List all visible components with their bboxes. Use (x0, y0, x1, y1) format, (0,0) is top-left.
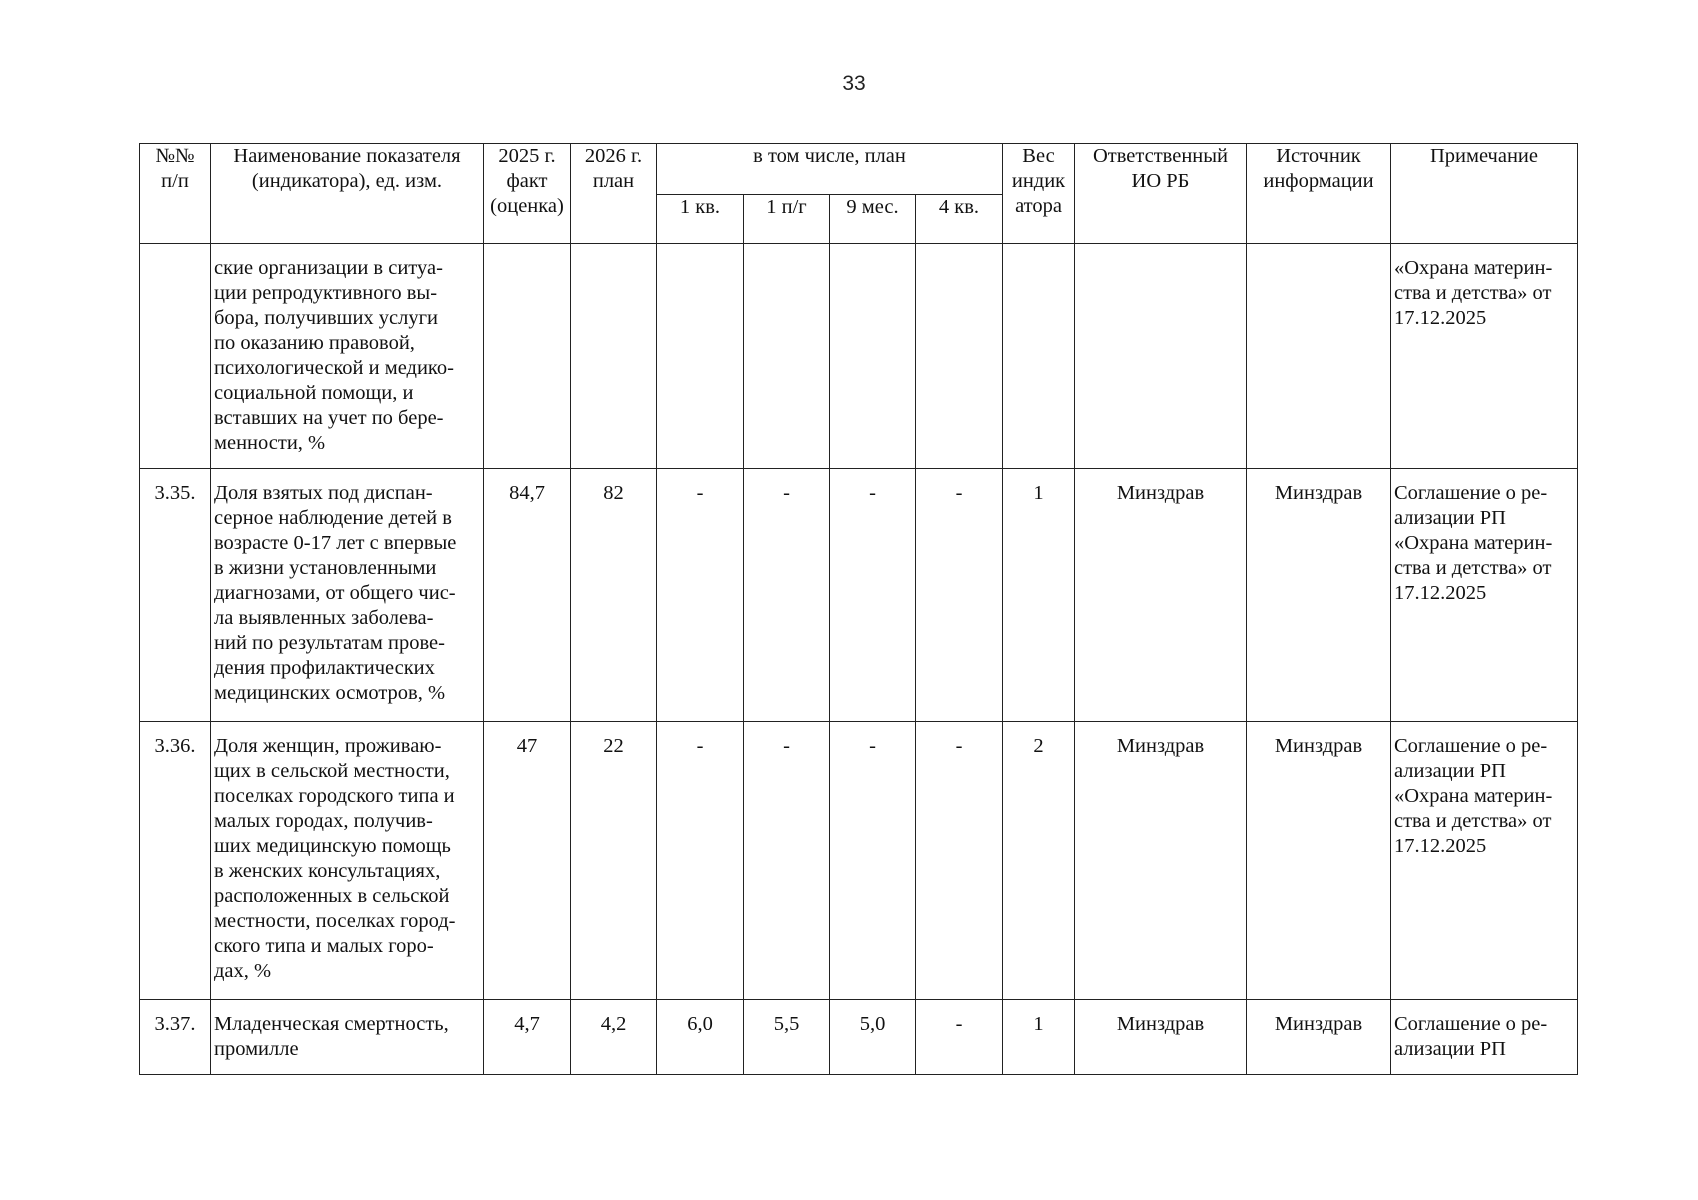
weight-value: 1 (1003, 1000, 1075, 1075)
note-value: Соглашение о ре- ализации РП «Охрана материн- ства и детства» от 17.12.2025 (1391, 469, 1578, 722)
row-num: 3.35. (140, 469, 211, 722)
weight-value (1003, 244, 1075, 469)
row-num: 3.36. (140, 722, 211, 1000)
header-incl-plan: в том числе, план (657, 144, 1003, 195)
table-row (140, 469, 1578, 722)
row-num: 3.37. (140, 1000, 211, 1075)
weight-value: 2 (1003, 722, 1075, 1000)
indicator-name: Доля взятых под диспан- серное наблюдение детей в возрасте 0-17 лет с впервые в жизни установленными диагнозами, от общего чис- ла выявленных заболева- ний по результатам прове- дения профилактических медицинских осмотров, % (211, 469, 484, 722)
h1-value: 5,5 (744, 1000, 830, 1075)
responsible-value: Минздрав (1075, 1000, 1247, 1075)
q1-value (657, 244, 744, 469)
note-value: Соглашение о ре- ализации РП «Охрана материн- ства и детства» от 17.12.2025 (1391, 722, 1578, 1000)
source-value: Минздрав (1247, 469, 1391, 722)
q4-value: - (916, 1000, 1003, 1075)
header-9m: 9 мес. (830, 195, 916, 244)
header-fact-2025: 2025 г. факт (оценка) (484, 144, 571, 244)
9m-value: - (830, 722, 916, 1000)
note-value: «Охрана материн- ства и детства» от 17.12.2025 (1391, 244, 1578, 469)
h1-value (744, 244, 830, 469)
header-plan-2026: 2026 г. план (571, 144, 657, 244)
source-value: Минздрав (1247, 1000, 1391, 1075)
q4-value: - (916, 722, 1003, 1000)
page-number: 33 (842, 72, 866, 95)
header-weight: Вес индик атора (1003, 144, 1075, 244)
header-q4: 4 кв. (916, 195, 1003, 244)
q1-value: - (657, 722, 744, 1000)
responsible-value: Минздрав (1075, 722, 1247, 1000)
header-name: Наименование показателя (индикатора), ед. изм. (211, 144, 484, 244)
9m-value: - (830, 469, 916, 722)
responsible-value (1075, 244, 1247, 469)
fact-2025-value: 4,7 (484, 1000, 571, 1075)
header-num: №№ п/п (140, 144, 211, 244)
row-num (140, 244, 211, 469)
table-row (140, 722, 1578, 1000)
plan-2026-value: 82 (571, 469, 657, 722)
header-source: Источник информации (1247, 144, 1391, 244)
indicators-table (139, 143, 1578, 1075)
q1-value: 6,0 (657, 1000, 744, 1075)
q4-value (916, 244, 1003, 469)
responsible-value: Минздрав (1075, 469, 1247, 722)
indicator-name: Младенческая смертность, промилле (211, 1000, 484, 1075)
plan-2026-value: 22 (571, 722, 657, 1000)
h1-value: - (744, 469, 830, 722)
weight-value: 1 (1003, 469, 1075, 722)
9m-value: 5,0 (830, 1000, 916, 1075)
q4-value: - (916, 469, 1003, 722)
fact-2025-value (484, 244, 571, 469)
header-note: Примечание (1391, 144, 1578, 244)
note-value: Соглашение о ре- ализации РП (1391, 1000, 1578, 1075)
plan-2026-value: 4,2 (571, 1000, 657, 1075)
q1-value: - (657, 469, 744, 722)
h1-value: - (744, 722, 830, 1000)
table-row (140, 1000, 1578, 1075)
fact-2025-value: 84,7 (484, 469, 571, 722)
header-h1: 1 п/г (744, 195, 830, 244)
source-value (1247, 244, 1391, 469)
fact-2025-value: 47 (484, 722, 571, 1000)
header-responsible: Ответственный ИО РБ (1075, 144, 1247, 244)
9m-value (830, 244, 916, 469)
header-q1: 1 кв. (657, 195, 744, 244)
source-value: Минздрав (1247, 722, 1391, 1000)
indicator-name: ские организации в ситуа- ции репродуктивного вы- бора, получивших услуги по оказанию правовой, психологической и медико- социальной помощи, и вставших на учет по бере- менности, % (211, 244, 484, 469)
indicator-name: Доля женщин, проживаю- щих в сельской местности, поселках городского типа и малых городах, получив- ших медицинскую помощь в женских консультациях, расположенных в сельской местности, поселках город- ского типа и малых горо- дах, % (211, 722, 484, 1000)
plan-2026-value (571, 244, 657, 469)
table-row (140, 244, 1578, 469)
